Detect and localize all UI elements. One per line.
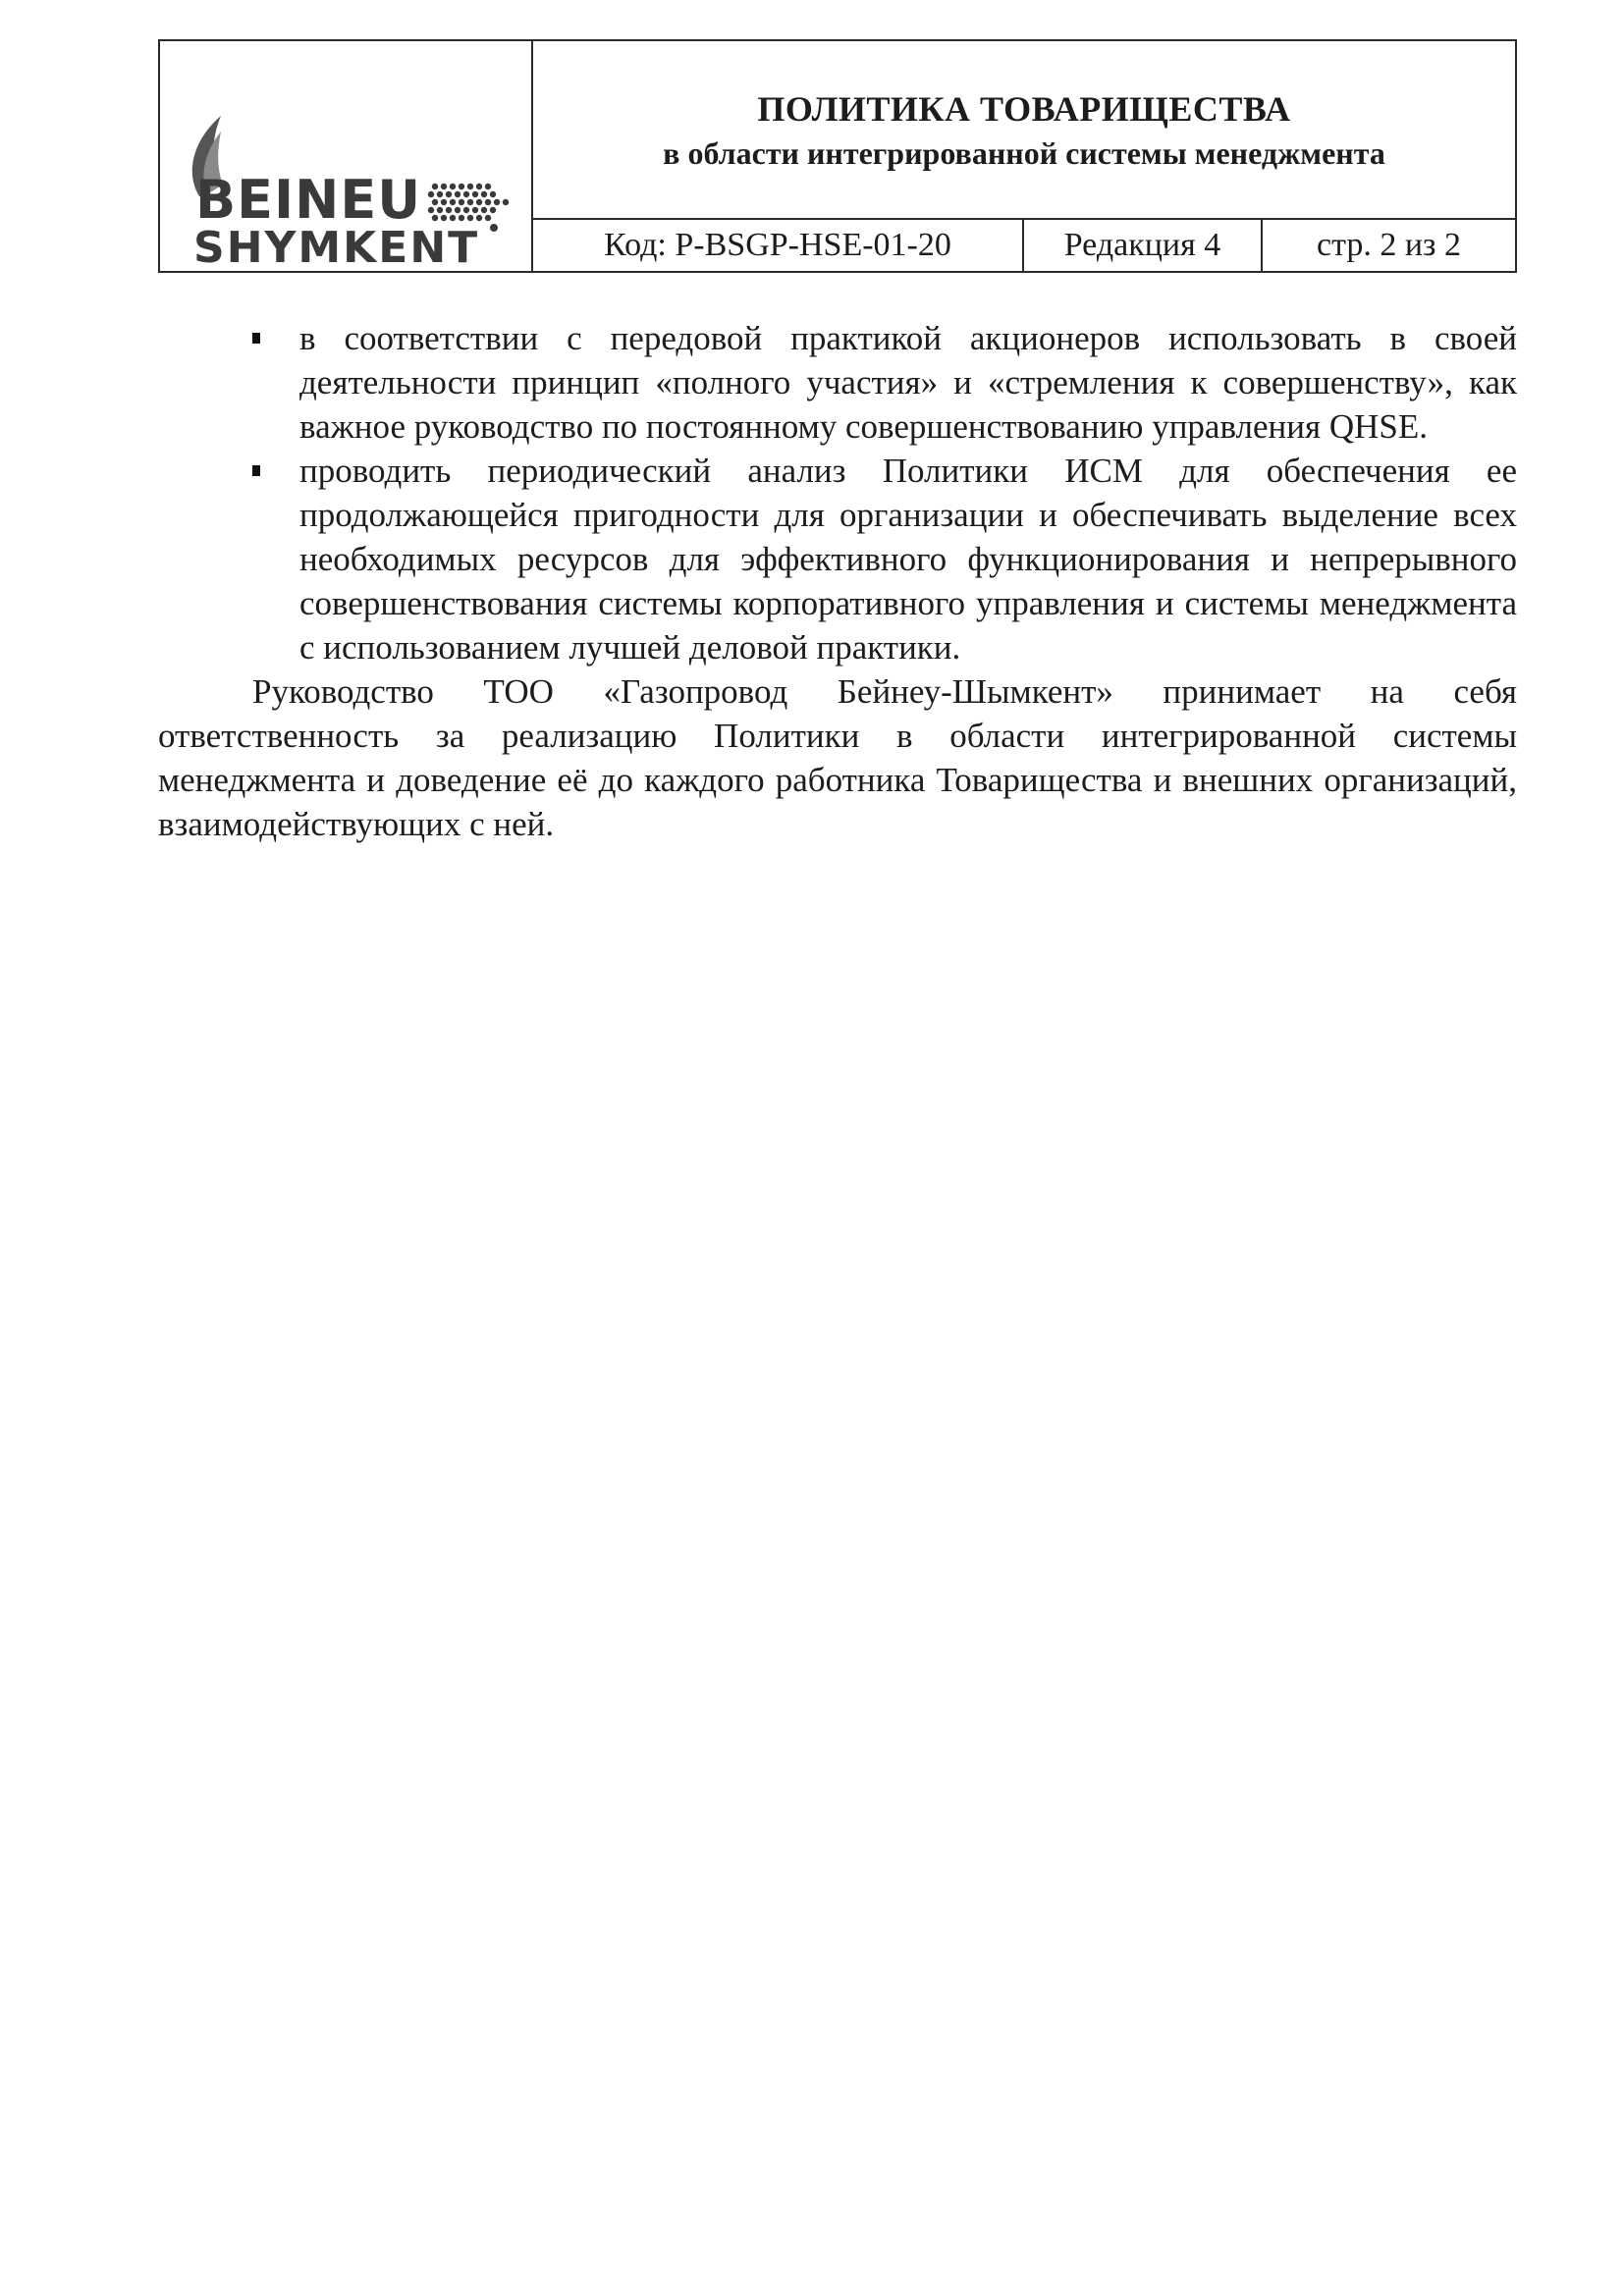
- bullet-text: в соответствии с передовой практикой акционеров использовать в своей деятельности принцип «полного участия» и «стремления к совершенству», как важное руководство по постоянному совершенствованию управления QHSE.: [299, 319, 1517, 446]
- pipeline-dots-icon: [428, 184, 509, 221]
- title-cell: [533, 41, 1515, 220]
- bullet-square-icon: [252, 465, 260, 476]
- registered-mark-icon: [490, 224, 498, 232]
- bullet-list: [158, 316, 1517, 669]
- document-body: [158, 316, 1517, 846]
- document-subtitle: в области интегрированной системы менеджмента: [663, 135, 1385, 171]
- document-edition: Редакция 4: [1024, 220, 1263, 271]
- document-header: [158, 39, 1517, 273]
- document-title: ПОЛИТИКА ТОВАРИЩЕСТВА: [757, 89, 1291, 129]
- closing-paragraph: Руководство ТОО «Газопровод Бейнеу-Шымкент» принимает на себя ответственность за реализацию Политики в области интегрированной системы менеджмента и доведение её до каждого работника Товарищества и внешних организаций, взаимодействующих с ней.: [158, 672, 1517, 843]
- document-code: Код: P-BSGP-HSE-01-20: [533, 220, 1024, 271]
- logo-line1: BEINEU: [195, 169, 422, 231]
- logo-cell: [160, 41, 533, 271]
- logo-line2: SHYMKENT: [193, 223, 480, 267]
- company-logo: [178, 80, 521, 267]
- bullet-square-icon: [252, 333, 260, 344]
- page-number: стр. 2 из 2: [1317, 227, 1461, 263]
- bullet-text: проводить периодический анализ Политики ИСМ для обеспечения ее продолжающейся пригодности для организации и обеспечивать выделение всех необходимых ресурсов для эффективного функционирования и непрерывного совершенствования системы корпоративного управления и системы менеджмента с использованием лучшей деловой практики.: [299, 452, 1517, 667]
- list-item: [158, 316, 1517, 449]
- list-item: [158, 449, 1517, 669]
